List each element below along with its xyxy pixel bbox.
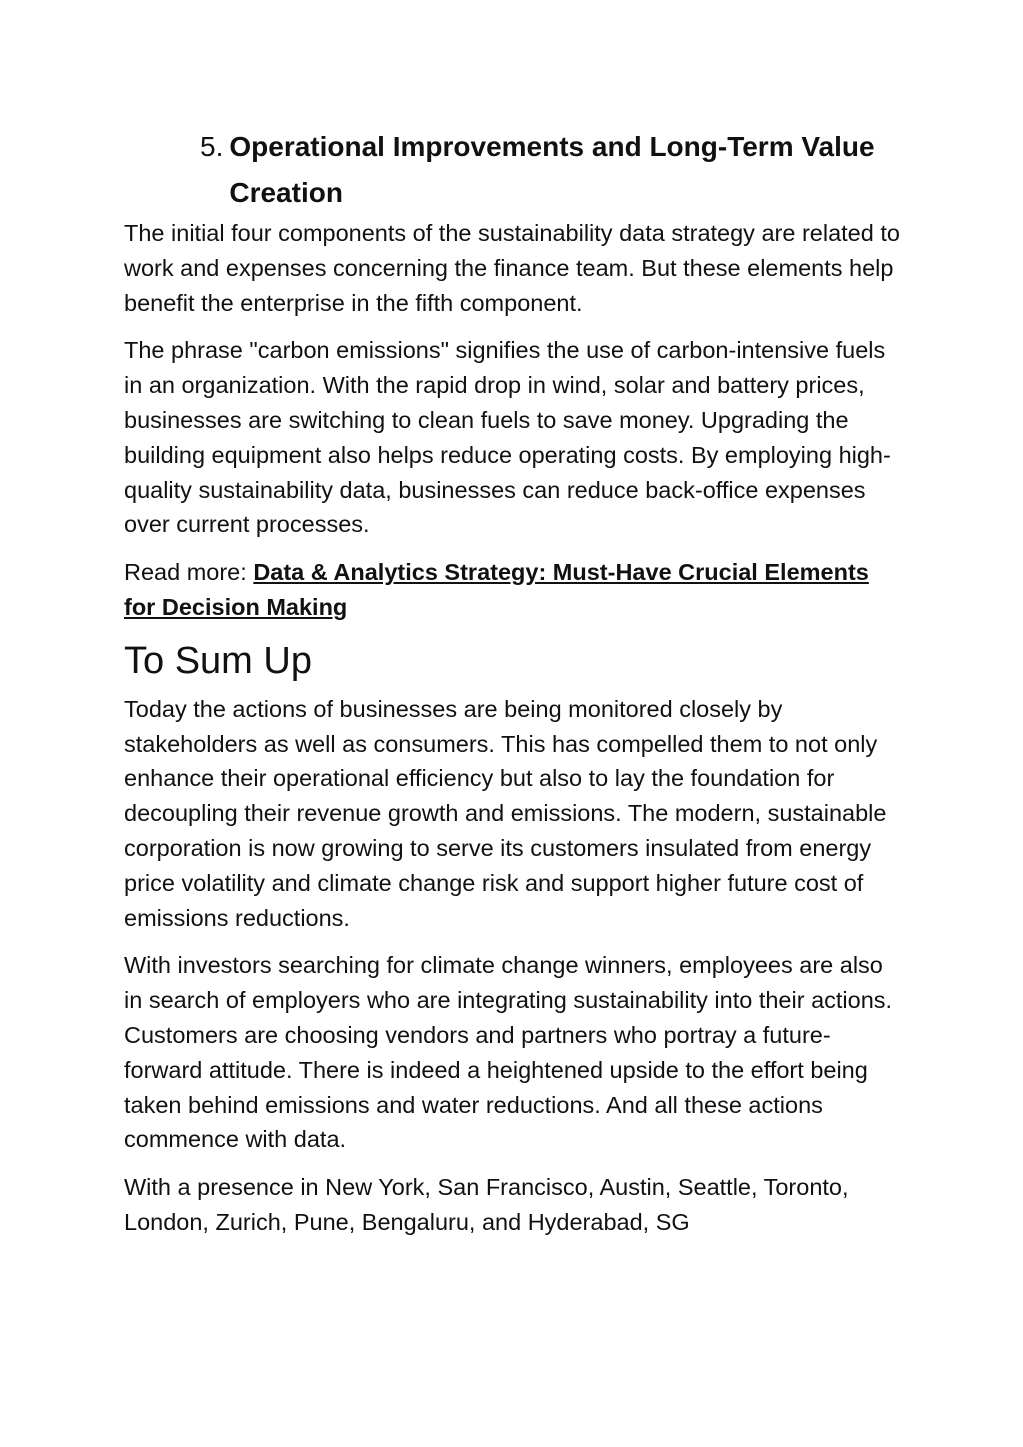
document-page	[124, 124, 904, 1253]
read-more-line	[124, 555, 904, 625]
read-more-link[interactable]: Data & Analytics Strategy: Must-Have Crucial Elements for Decision Making	[124, 559, 869, 620]
numbered-list-item	[200, 124, 904, 216]
paragraph-sum-up-3: With a presence in New York, San Francisco, Austin, Seattle, Toronto, London, Zurich, Pune, Bengaluru, and Hyderabad, SG	[124, 1174, 849, 1235]
paragraph-sum-up-1: Today the actions of businesses are being monitored closely by stakeholders as well as consumers. This has compelled them to not only enhance their operational efficiency but also to lay the foundation for decoupling their revenue growth and emissions. The modern, sustainable corporation is now growing to serve its customers insulated from energy price volatility and climate change risk and support higher future cost of emissions reductions.	[124, 695, 887, 931]
paragraph-carbon-emissions: The phrase "carbon emissions" signifies the use of carbon-intensive fuels in an organization. With the rapid drop in wind, solar and battery prices, businesses are switching to clean fuels to save money. Upgrading the building equipment also helps reduce operating costs. By employing high-quality sustainability data, businesses can reduce back-office expenses over current processes.	[124, 337, 891, 538]
paragraph-intro: The initial four components of the sustainability data strategy are related to work and expenses concerning the finance team. But these elements help benefit the enterprise in the fifth component.	[124, 220, 900, 316]
paragraph-sum-up-2: With investors searching for climate change winners, employees are also in search of employers who are integrating sustainability into their actions. Customers are choosing vendors and partners who portray a future-forward attitude. There is indeed a heightened upside to the effort being taken behind emissions and water reductions. And all these actions commence with data.	[124, 952, 893, 1153]
list-item-number: 5.	[200, 131, 224, 162]
section-heading: To Sum Up	[124, 639, 312, 682]
list-item-title: Operational Improvements and Long-Term Value Creation	[229, 131, 875, 208]
read-more-prefix: Read more:	[124, 559, 254, 586]
